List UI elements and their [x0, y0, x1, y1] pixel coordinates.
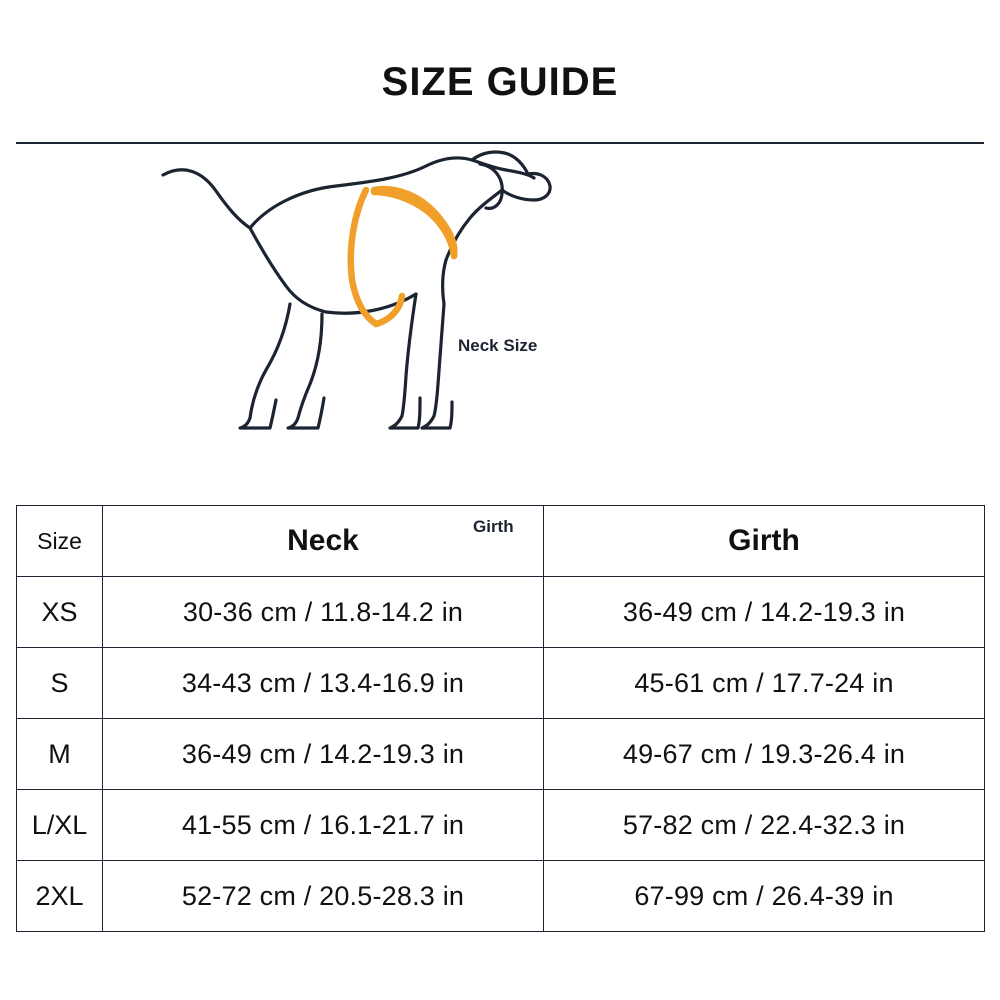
row-neck-m: 36-49 cm / 14.2-19.3 in: [103, 719, 544, 790]
row-neck-xs: 30-36 cm / 11.8-14.2 in: [103, 577, 544, 648]
row-girth-lxl: 57-82 cm / 22.4-32.3 in: [544, 790, 985, 861]
row-neck-lxl: 41-55 cm / 16.1-21.7 in: [103, 790, 544, 861]
row-size-2xl: 2XL: [17, 861, 103, 932]
header-girth: Girth: [544, 506, 985, 577]
size-table-body: [17, 577, 985, 932]
size-table: [16, 505, 985, 932]
table-row: [17, 577, 985, 648]
row-neck-2xl: 52-72 cm / 20.5-28.3 in: [103, 861, 544, 932]
dog-outline-svg: [150, 144, 850, 474]
size-table-header: [17, 506, 985, 577]
row-girth-m: 49-67 cm / 19.3-26.4 in: [544, 719, 985, 790]
row-size-m: M: [17, 719, 103, 790]
page-title: SIZE GUIDE: [381, 60, 619, 104]
header-neck: Neck: [103, 506, 544, 577]
neck-measure-label: Neck Size: [458, 336, 538, 355]
header-size: Size: [17, 506, 103, 577]
girth-measure-label: Girth: [473, 517, 514, 536]
row-girth-s: 45-61 cm / 17.7-24 in: [544, 648, 985, 719]
table-row: [17, 790, 985, 861]
dog-measurement-illustration: [0, 144, 1000, 536]
row-size-s: S: [17, 648, 103, 719]
row-size-xs: XS: [17, 577, 103, 648]
row-girth-xs: 36-49 cm / 14.2-19.3 in: [544, 577, 985, 648]
table-header-row: [17, 506, 985, 577]
table-row: [17, 861, 985, 932]
size-table-container: [16, 505, 984, 932]
table-row: [17, 648, 985, 719]
row-neck-s: 34-43 cm / 13.4-16.9 in: [103, 648, 544, 719]
row-girth-2xl: 67-99 cm / 26.4-39 in: [544, 861, 985, 932]
table-row: [17, 719, 985, 790]
row-size-lxl: L/XL: [17, 790, 103, 861]
